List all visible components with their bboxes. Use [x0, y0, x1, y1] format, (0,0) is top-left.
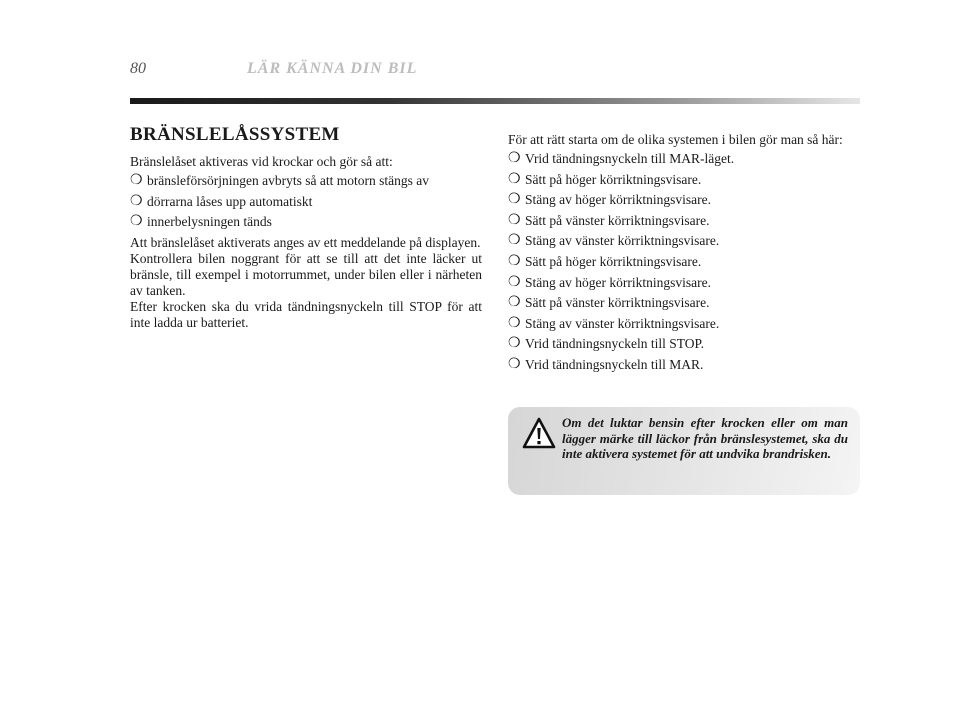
running-title: LÄR KÄNNA DIN BIL — [247, 60, 418, 77]
step-item: ❍ Vrid tändningsnyckeln till STOP. — [508, 336, 704, 352]
page-number: 80 — [130, 60, 146, 77]
list-item: ❍ innerbelysningen tänds — [130, 214, 272, 229]
step-item: ❍ Stäng av höger körriktningsvisare. — [508, 192, 711, 208]
paragraph-display: Att bränslelåset aktiverats anges av ett meddelande på displayen. — [130, 234, 481, 250]
step-item: ❍ Vrid tändningsnyckeln till MAR. — [508, 356, 704, 372]
consequence-list — [130, 173, 482, 230]
warning-text: Om det luktar bensin efter krocken eller om man lägger märke till läckor från bränslesystemet, ska du inte aktivera systemet för att undvika brandrisken. — [562, 415, 848, 461]
bullet-icon: ❍ — [508, 356, 521, 372]
bullet-icon: ❍ — [130, 193, 143, 209]
list-item: ❍ dörrarna låses upp automatiskt — [130, 193, 313, 209]
paragraph-stop: Efter krocken ska du vrida tändningsnyckeln till STOP för att inte ladda ur batteriet. — [130, 298, 482, 330]
step-item: ❍ Sätt på höger körriktningsvisare. — [508, 171, 702, 187]
page-header — [130, 60, 860, 88]
section-title: BRÄNSLELÅSSYSTEM — [130, 124, 340, 145]
restart-steps — [508, 151, 860, 373]
header-rule — [130, 98, 860, 104]
bullet-icon: ❍ — [130, 214, 143, 229]
right-intro: För att rätt starta om de olika systemen i bilen gör man så här: — [508, 132, 843, 147]
warning-box — [508, 407, 860, 495]
bullet-icon: ❍ — [130, 173, 143, 188]
step-item: ❍ Stäng av höger körriktningsvisare. — [508, 274, 711, 290]
bullet-icon: ❍ — [508, 212, 521, 228]
bullet-icon: ❍ — [508, 233, 521, 249]
bullet-icon: ❍ — [508, 315, 521, 331]
step-item: ❍ Sätt på höger körriktningsvisare. — [508, 253, 702, 269]
step-item: ❍ Sätt på vänster körriktningsvisare. — [508, 212, 710, 228]
left-column — [130, 124, 482, 331]
step-item: ❍ Vrid tändningsnyckeln till MAR-läget. — [508, 151, 735, 166]
bullet-icon: ❍ — [508, 171, 521, 187]
bullet-icon: ❍ — [508, 274, 521, 290]
bullet-icon: ❍ — [508, 295, 521, 311]
step-item: ❍ Stäng av vänster körriktningsvisare. — [508, 315, 720, 331]
list-item: ❍ bränsleförsörjningen avbryts så att motorn stängs av — [130, 173, 429, 188]
bullet-icon: ❍ — [508, 151, 521, 166]
right-column — [508, 132, 860, 378]
bullet-icon: ❍ — [508, 253, 521, 269]
step-item: ❍ Stäng av vänster körriktningsvisare. — [508, 233, 720, 249]
bullet-icon: ❍ — [508, 192, 521, 208]
step-item: ❍ Sätt på vänster körriktningsvisare. — [508, 295, 710, 311]
left-intro: Bränslelåset aktiveras vid krockar och gör så att: — [130, 154, 393, 169]
paragraph-check: Kontrollera bilen noggrant för att se till att det inte läcker ut bränsle, till exempel i motorrummet, under bilen eller i närheten av tanken. — [130, 250, 482, 298]
bullet-icon: ❍ — [508, 336, 521, 352]
